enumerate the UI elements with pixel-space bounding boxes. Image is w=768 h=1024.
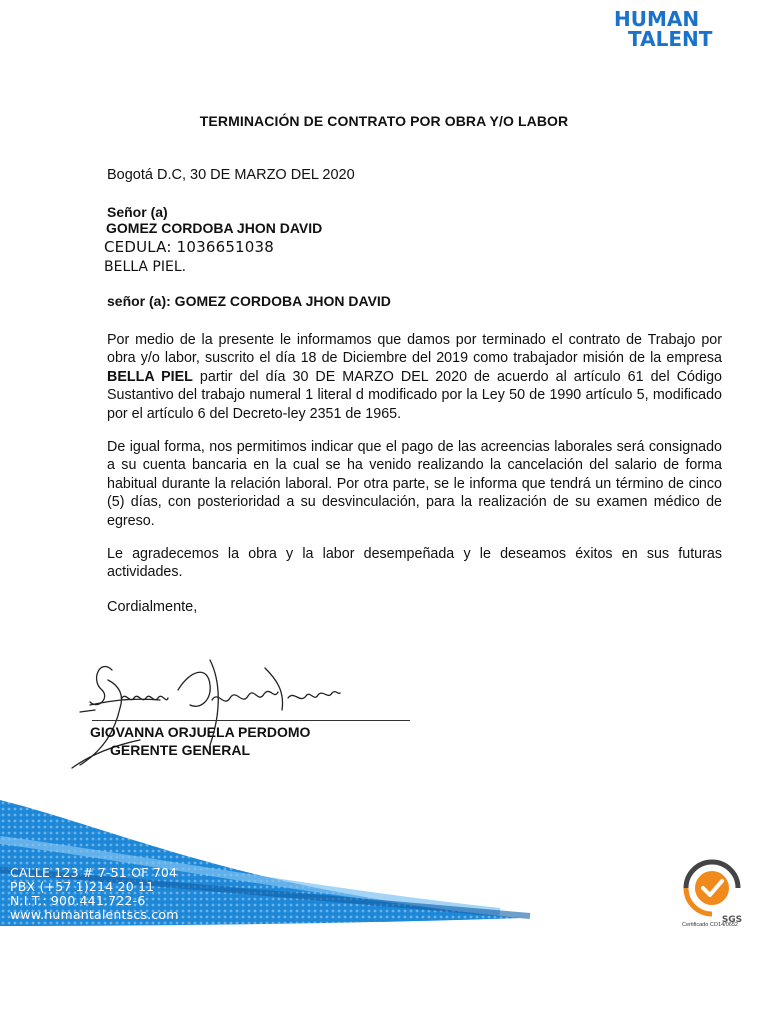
paragraph-termination <box>107 331 722 423</box>
certification-caption: Certificado CO14/0652 <box>682 922 738 928</box>
logo-line1: HUMAN <box>614 8 700 31</box>
signer-name: GIOVANNA ORJUELA PERDOMO <box>90 724 311 740</box>
addressee-id: CEDULA: 1036651038 <box>104 238 275 256</box>
seal-label: SGS <box>721 915 743 925</box>
addressee-name: GOMEZ CORDOBA JHON DAVID <box>106 220 323 236</box>
signer-role: GERENTE GENERAL <box>110 742 251 758</box>
salutation: señor (a): GOMEZ CORDOBA JHON DAVID <box>107 293 391 309</box>
paragraph-termination-start: Por medio de la presente le informamos que damos por terminado el contrato de Trabajo por obra y/o labor, suscrito el día 18 de Diciembre del 2019 como trabajador misión de la empresa <box>107 332 722 367</box>
human-talent-logo <box>612 8 752 48</box>
company-name: BELLA PIEL <box>107 368 193 385</box>
paragraph-thanks: Le agradecemos la obra y la labor desempeñada y le deseamos éxitos en sus futuras actividades. <box>107 546 722 581</box>
document-date: Bogotá D.C, 30 DE MARZO DEL 2020 <box>107 167 355 183</box>
addressee-title: Señor (a) <box>107 204 168 220</box>
footer-website[interactable]: www.humantalentscs.com <box>10 907 179 922</box>
footer-phone: PBX (+57 1)214 20 11 <box>10 879 155 894</box>
closing: Cordialmente, <box>107 599 198 615</box>
footer-address: CALLE 123 # 7-51 OF 704 <box>10 865 178 880</box>
signature-line <box>92 720 410 721</box>
addressee-company: BELLA PIEL. <box>104 259 187 275</box>
paragraph-payment: De igual forma, nos permitimos indicar que el pago de las acreencias laborales será consignado a su cuenta bancaria en la cual se ha venido realizando la cancelación del salario de forma habitual durante la relación laboral. Por otra parte, se le informa que tendrá un término de cinco (5) días, con posterioridad a su desvinculación, para la realización de su examen médico de egreso. <box>107 439 722 529</box>
footer-nit: N.I.T.: 900.441.722-6 <box>10 893 146 908</box>
paragraph-termination-end: partir del día 30 DE MARZO DEL 2020 de acuerdo al artículo 61 del Código Sustantivo del trabajo numeral 1 literal d modificado por la Ley 50 de 1990 artículo 5, modificado por el artículo 6 del Decreto-ley 2351 de 1965. <box>107 368 723 422</box>
signature-icon <box>60 650 360 780</box>
logo-line2: TALENT <box>628 27 713 48</box>
document-title: TERMINACIÓN DE CONTRATO POR OBRA Y/O LABOR <box>199 113 569 129</box>
certification-seal-icon <box>676 848 748 928</box>
